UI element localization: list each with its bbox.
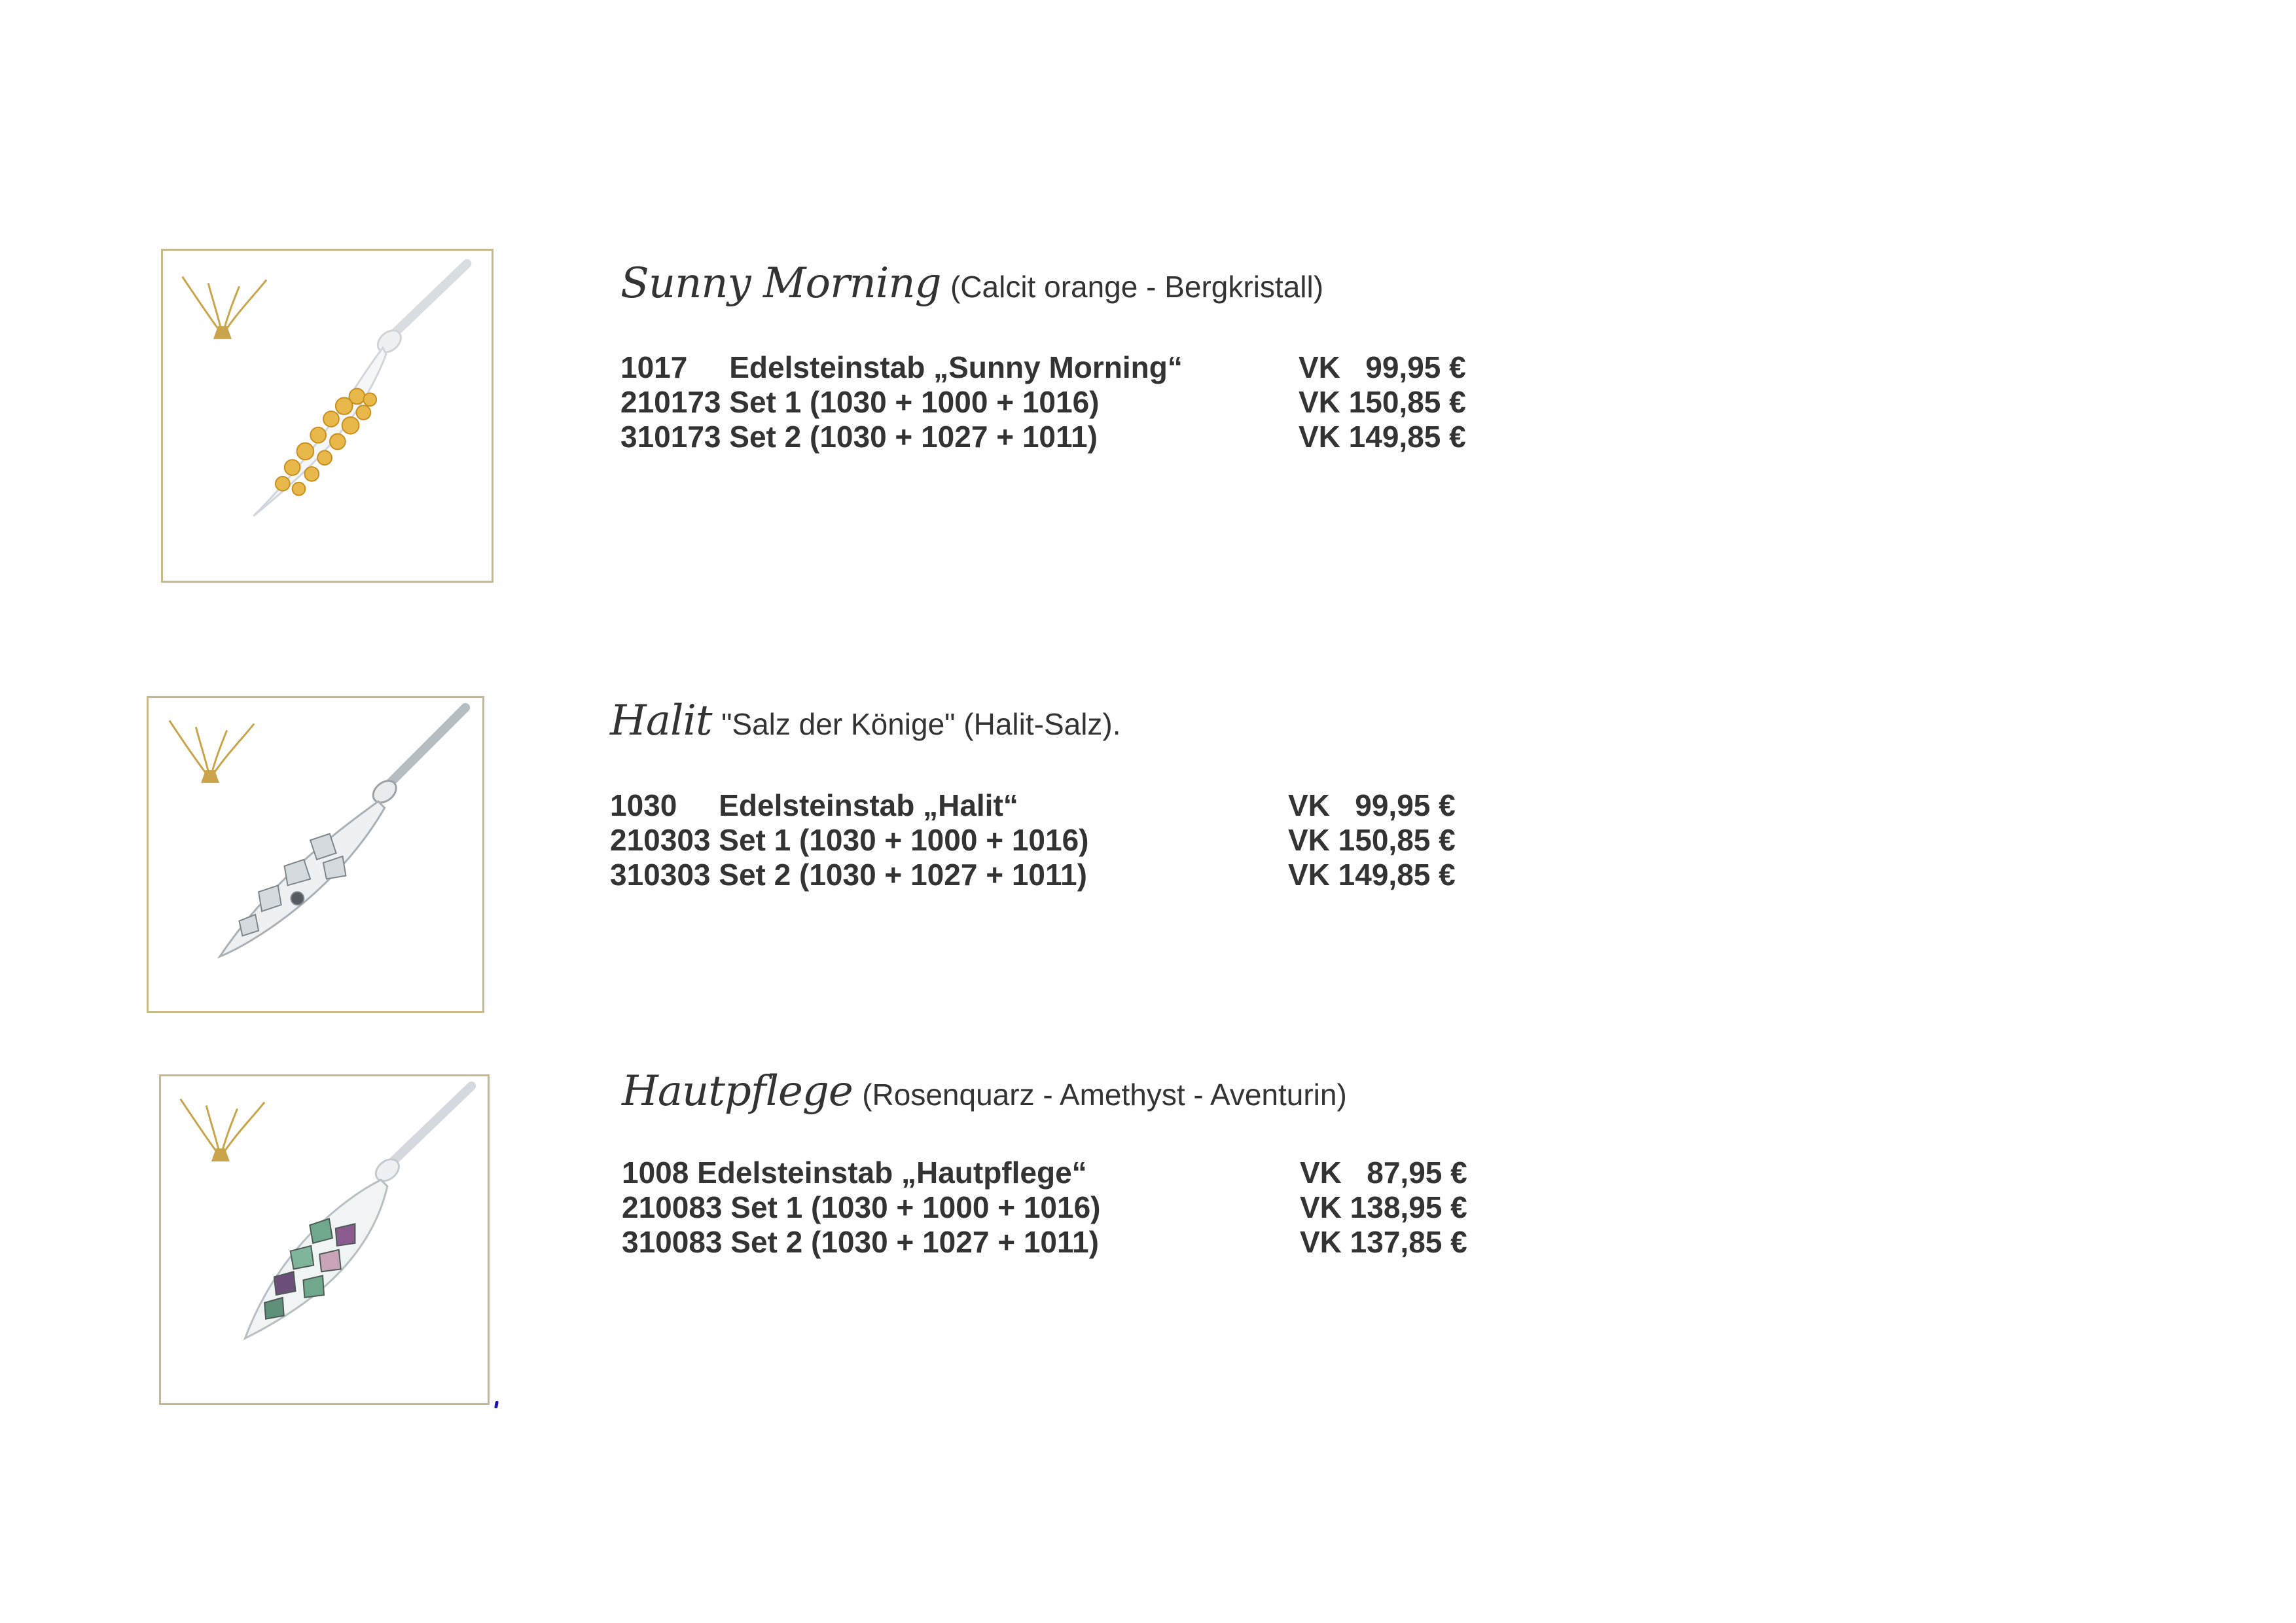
article-price: VK 138,95 € [1300, 1190, 1467, 1224]
article-price: VK 137,85 € [1300, 1225, 1467, 1259]
product-title-row [622, 1067, 1347, 1116]
price-list [622, 1156, 1473, 1260]
logo-icon [183, 277, 266, 338]
price-row [620, 420, 1471, 454]
product-subtitle: (Rosenquarz - Amethyst - Aventurin) [862, 1078, 1347, 1112]
product-title-row [620, 259, 1323, 308]
price-list [610, 788, 1461, 892]
wand-icon [220, 708, 465, 957]
article-description: 1030 Edelsteinstab „Halit“ [610, 788, 1018, 822]
gemstone-wand-image [163, 251, 492, 581]
product-image-sunny-morning [161, 249, 493, 583]
product-subtitle: (Calcit orange - Bergkristall) [950, 270, 1324, 304]
price-list [620, 350, 1471, 454]
article-price: VK 149,85 € [1299, 420, 1466, 454]
product-title-row [610, 697, 1121, 745]
article-description: 210173 Set 1 (1030 + 1000 + 1016) [620, 385, 1100, 419]
article-price: VK 149,85 € [1288, 858, 1456, 892]
price-row [610, 823, 1461, 858]
article-price: VK 87,95 € [1300, 1156, 1467, 1190]
product-name: Hautpflege [622, 1067, 853, 1116]
product-name: Sunny Morning [620, 259, 941, 308]
article-description: 310083 Set 2 (1030 + 1027 + 1011) [622, 1225, 1099, 1259]
product-image-halit [147, 696, 484, 1013]
article-description: 1008 Edelsteinstab „Hautpflege“ [622, 1156, 1087, 1190]
article-description: 1017 Edelsteinstab „Sunny Morning“ [620, 350, 1183, 384]
price-row [622, 1190, 1473, 1225]
article-price: VK 99,95 € [1299, 350, 1466, 384]
article-price: VK 150,85 € [1288, 823, 1456, 857]
article-price: VK 99,95 € [1288, 788, 1456, 822]
wand-icon [245, 1086, 471, 1338]
price-row [622, 1156, 1473, 1190]
product-image-hautpflege [159, 1074, 490, 1405]
stray-mark [494, 1401, 499, 1408]
wand-icon [253, 264, 467, 516]
logo-icon [170, 721, 254, 782]
logo-icon [181, 1099, 264, 1161]
price-row [610, 788, 1461, 823]
article-description: 310173 Set 2 (1030 + 1027 + 1011) [620, 420, 1098, 454]
product-name: Halit [610, 697, 712, 745]
product-subtitle: "Salz der Könige" (Halit-Salz). [721, 707, 1121, 741]
price-row [610, 858, 1461, 892]
price-row [620, 385, 1471, 420]
gemstone-wand-image [161, 1076, 488, 1403]
gemstone-wand-image [149, 698, 482, 1011]
price-row [620, 350, 1471, 385]
price-row [622, 1225, 1473, 1260]
article-price: VK 150,85 € [1299, 385, 1466, 419]
article-description: 210083 Set 1 (1030 + 1000 + 1016) [622, 1190, 1101, 1224]
article-description: 210303 Set 1 (1030 + 1000 + 1016) [610, 823, 1089, 857]
article-description: 310303 Set 2 (1030 + 1027 + 1011) [610, 858, 1087, 892]
